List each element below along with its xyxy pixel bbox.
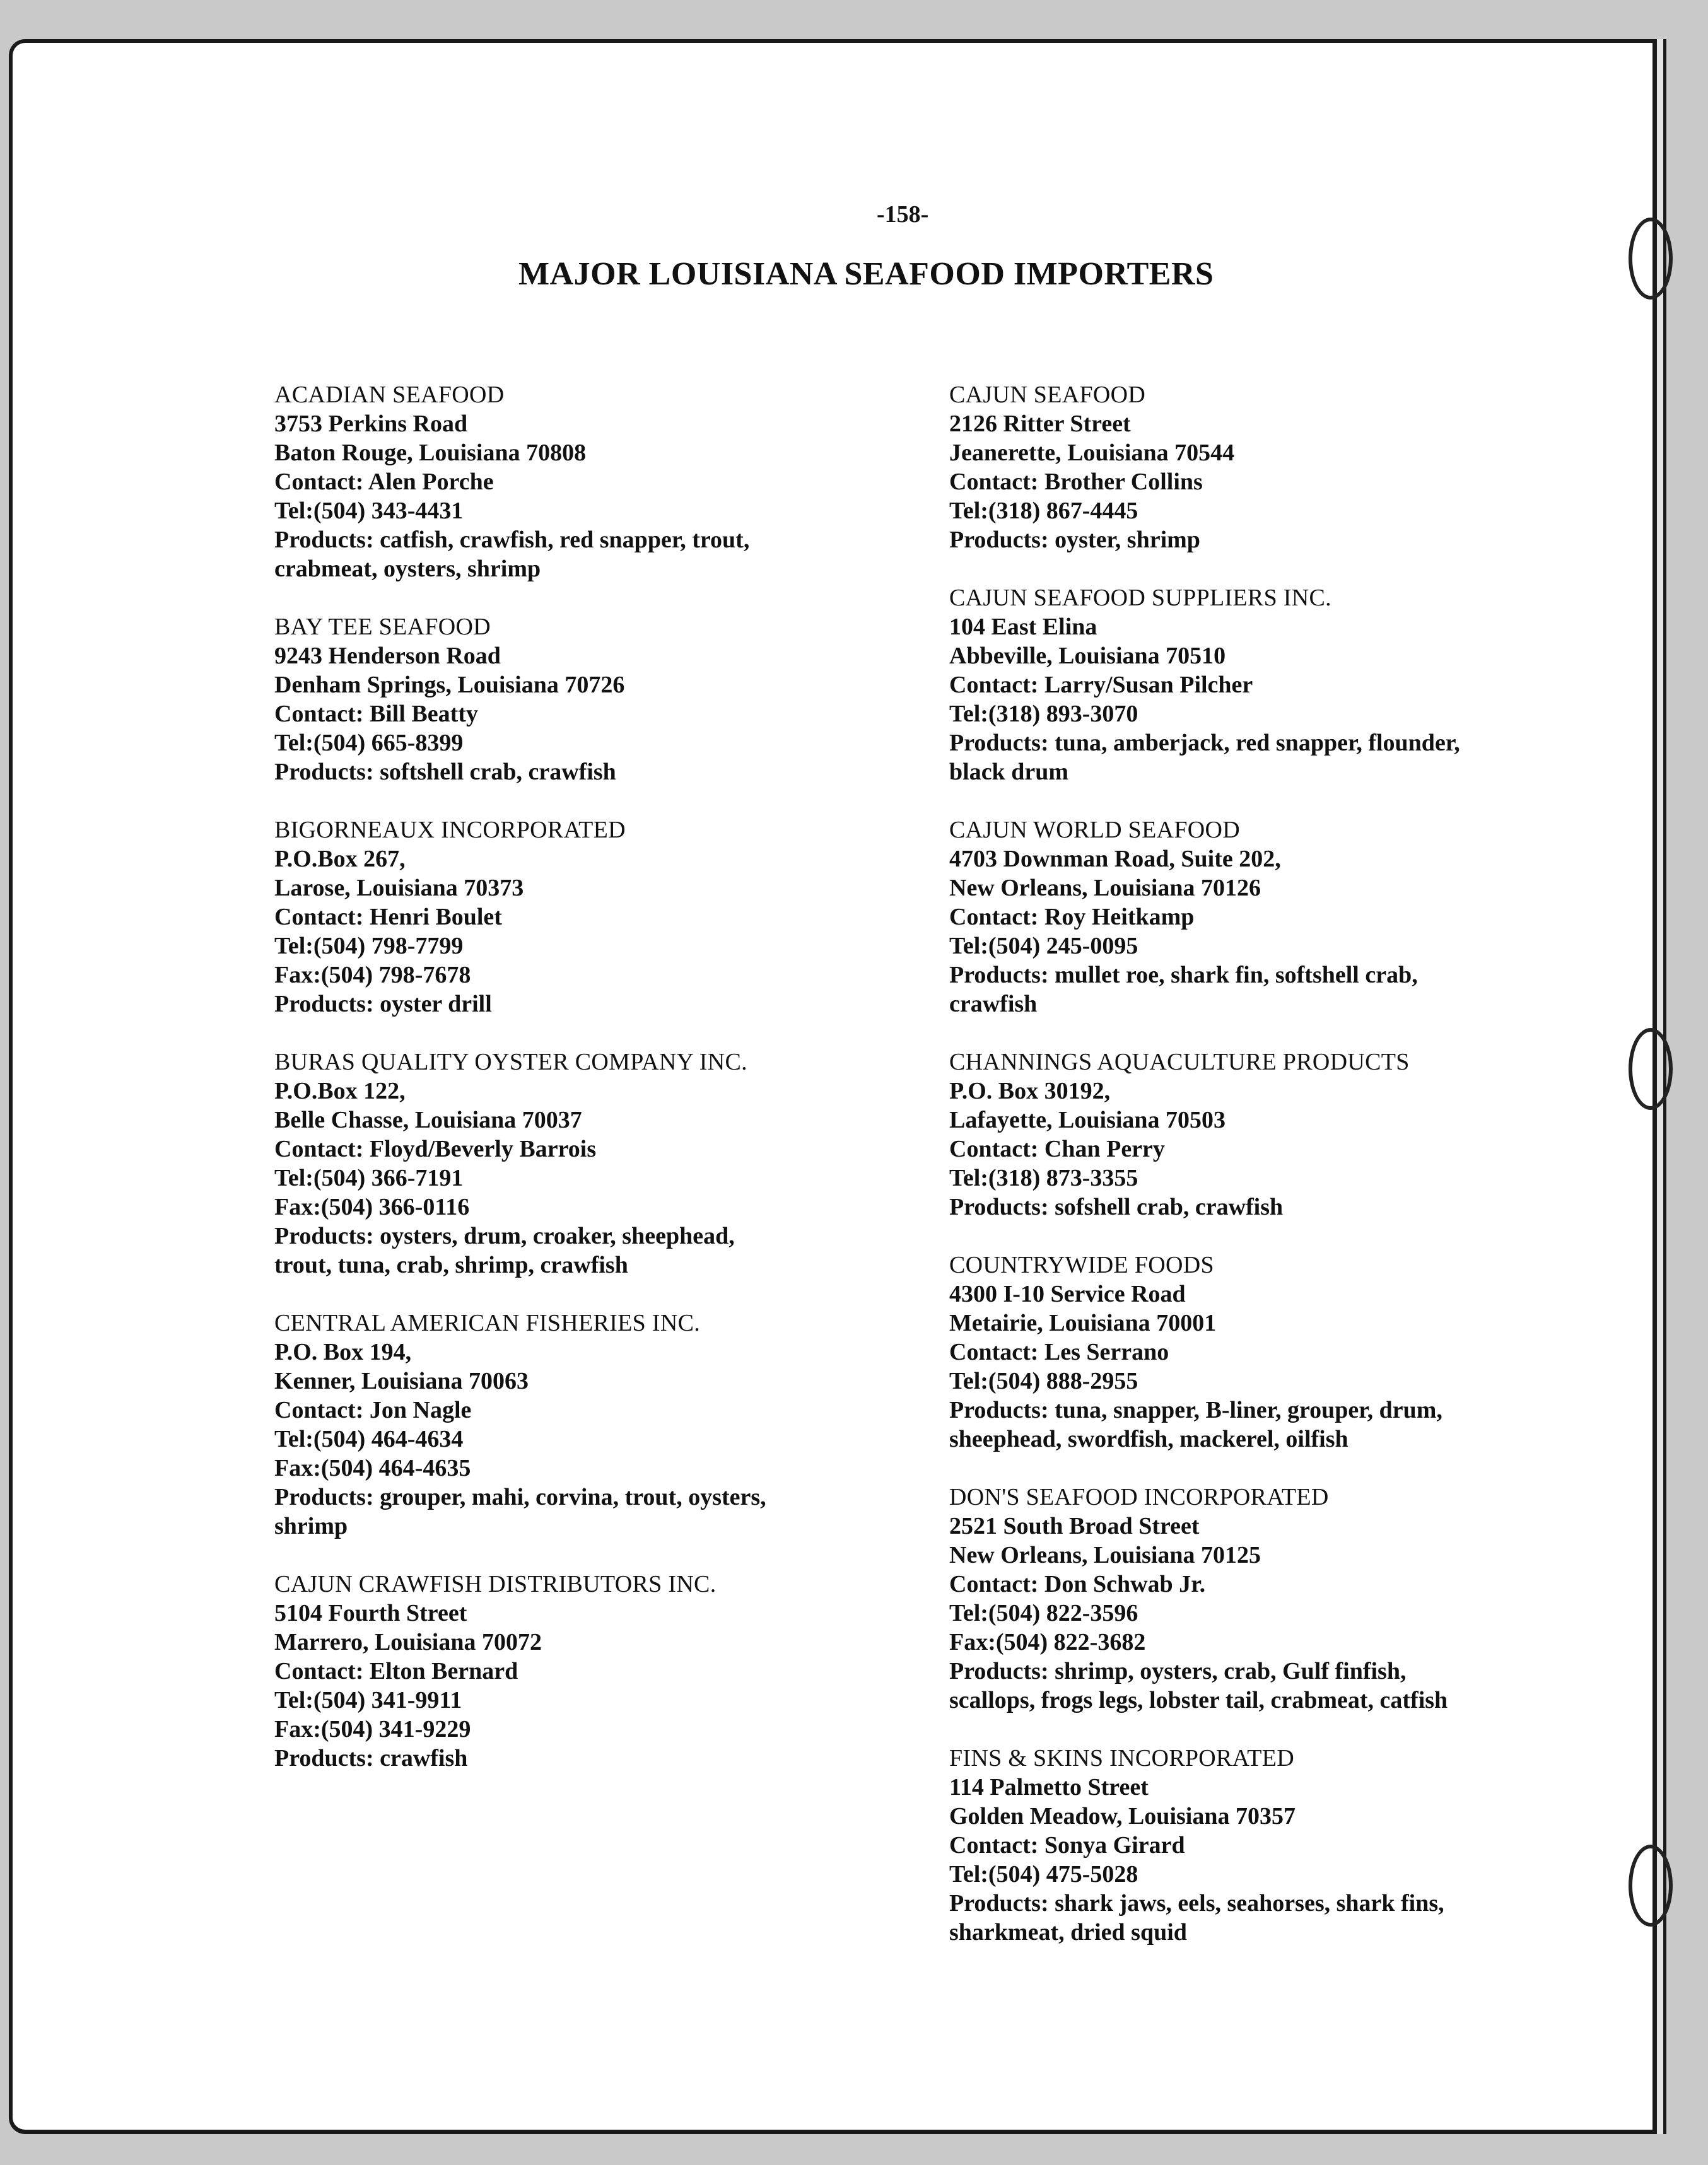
left-column bbox=[274, 380, 905, 1802]
entry-line: Abbeville, Louisiana 70510 bbox=[949, 643, 1226, 669]
importer-entry bbox=[274, 612, 905, 786]
entry-line: 4703 Downman Road, Suite 202, bbox=[949, 846, 1281, 872]
company-name: CENTRAL AMERICAN FISHERIES INC. bbox=[274, 1310, 701, 1336]
entry-line: Contact: Henri Boulet bbox=[274, 904, 502, 930]
importer-entry bbox=[949, 815, 1580, 1018]
importer-entry bbox=[274, 1047, 905, 1280]
entry-line: Products: tuna, amberjack, red snapper, flounder, bbox=[949, 730, 1460, 756]
entry-line: 5104 Fourth Street bbox=[274, 1600, 467, 1626]
company-name: CHANNINGS AQUACULTURE PRODUCTS bbox=[949, 1049, 1410, 1075]
importer-entry bbox=[274, 380, 905, 583]
entry-line: Tel:(504) 343-4431 bbox=[274, 498, 464, 524]
importer-entry bbox=[949, 380, 1580, 554]
entry-line: Contact: Larry/Susan Pilcher bbox=[949, 672, 1253, 698]
entry-line: 114 Palmetto Street bbox=[949, 1774, 1149, 1800]
entry-line: Fax:(504) 822-3682 bbox=[949, 1629, 1146, 1655]
entry-line: scallops, frogs legs, lobster tail, crabmeat, catfish bbox=[949, 1687, 1448, 1713]
company-name: COUNTRYWIDE FOODS bbox=[949, 1252, 1214, 1278]
entry-line: 2521 South Broad Street bbox=[949, 1513, 1200, 1539]
entry-line: Tel:(504) 665-8399 bbox=[274, 730, 464, 756]
entry-line: Contact: Elton Bernard bbox=[274, 1658, 518, 1684]
entry-line: Contact: Bill Beatty bbox=[274, 701, 478, 727]
entry-line: Products: shark jaws, eels, seahorses, shark fins, bbox=[949, 1890, 1444, 1917]
importer-entry bbox=[274, 1309, 905, 1541]
entry-line: Fax:(504) 464-4635 bbox=[274, 1455, 471, 1481]
entry-line: Tel:(504) 798-7799 bbox=[274, 933, 464, 959]
entry-line: Fax:(504) 341-9229 bbox=[274, 1716, 471, 1742]
entry-line: Products: softshell crab, crawfish bbox=[274, 759, 616, 785]
entry-line: Tel:(318) 867-4445 bbox=[949, 498, 1138, 524]
company-name: BURAS QUALITY OYSTER COMPANY INC. bbox=[274, 1049, 747, 1075]
entry-line: trout, tuna, crab, shrimp, crawfish bbox=[274, 1252, 628, 1278]
entry-line: P.O. Box 30192, bbox=[949, 1078, 1111, 1104]
entry-line: Fax:(504) 366-0116 bbox=[274, 1194, 470, 1220]
entry-line: Tel:(504) 475-5028 bbox=[949, 1861, 1138, 1888]
company-name: BIGORNEAUX INCORPORATED bbox=[274, 817, 626, 843]
company-name: CAJUN CRAWFISH DISTRIBUTORS INC. bbox=[274, 1571, 717, 1597]
page-number: -158- bbox=[877, 201, 929, 228]
entry-line: Contact: Alen Porche bbox=[274, 469, 494, 495]
entry-line: New Orleans, Louisiana 70125 bbox=[949, 1542, 1261, 1568]
company-name: DON'S SEAFOOD INCORPORATED bbox=[949, 1484, 1329, 1510]
binder-ring-icon bbox=[1629, 1028, 1673, 1110]
entry-line: Contact: Brother Collins bbox=[949, 469, 1203, 495]
entry-line: 4300 I-10 Service Road bbox=[949, 1281, 1186, 1307]
importer-entry bbox=[274, 1570, 905, 1773]
company-name: BAY TEE SEAFOOD bbox=[274, 614, 491, 640]
entry-line: New Orleans, Louisiana 70126 bbox=[949, 875, 1261, 901]
entry-line: P.O.Box 267, bbox=[274, 846, 406, 872]
entry-line: Kenner, Louisiana 70063 bbox=[274, 1368, 529, 1394]
entry-line: sheephead, swordfish, mackerel, oilfish bbox=[949, 1426, 1348, 1452]
entry-line: Products: oyster drill bbox=[274, 991, 492, 1017]
entry-line: Contact: Jon Nagle bbox=[274, 1397, 472, 1423]
entry-line: Products: tuna, snapper, B-liner, grouper, drum, bbox=[949, 1397, 1442, 1423]
entry-line: Products: grouper, mahi, corvina, trout, oysters, bbox=[274, 1484, 766, 1510]
entry-line: Belle Chasse, Louisiana 70037 bbox=[274, 1107, 582, 1133]
importer-entry bbox=[949, 1483, 1580, 1715]
entry-line: Tel:(504) 888-2955 bbox=[949, 1368, 1138, 1394]
entry-line: black drum bbox=[949, 759, 1068, 785]
entry-line: Tel:(504) 822-3596 bbox=[949, 1600, 1138, 1626]
entry-line: Products: crawfish bbox=[274, 1745, 468, 1771]
importer-entry bbox=[949, 1047, 1580, 1222]
company-name: ACADIAN SEAFOOD bbox=[274, 382, 505, 408]
entry-line: Golden Meadow, Louisiana 70357 bbox=[949, 1803, 1296, 1829]
entry-line: Tel:(504) 245-0095 bbox=[949, 933, 1138, 959]
entry-line: 104 East Elina bbox=[949, 614, 1097, 640]
company-name: FINS & SKINS INCORPORATED bbox=[949, 1745, 1294, 1771]
entry-line: Products: sofshell crab, crawfish bbox=[949, 1194, 1284, 1220]
entry-line: 2126 Ritter Street bbox=[949, 411, 1131, 437]
entry-line: Tel:(504) 366-7191 bbox=[274, 1165, 464, 1191]
page-title: MAJOR LOUISIANA SEAFOOD IMPORTERS bbox=[518, 256, 1214, 292]
entry-line: crabmeat, oysters, shrimp bbox=[274, 556, 541, 582]
entry-line: Denham Springs, Louisiana 70726 bbox=[274, 672, 625, 698]
company-name: CAJUN SEAFOOD bbox=[949, 382, 1146, 408]
entry-line: shrimp bbox=[274, 1513, 348, 1539]
entry-line: Tel:(504) 341-9911 bbox=[274, 1687, 462, 1713]
entry-line: Products: mullet roe, shark fin, softshell crab, bbox=[949, 962, 1418, 988]
entry-line: 3753 Perkins Road bbox=[274, 411, 468, 437]
entry-line: crawfish bbox=[949, 991, 1038, 1017]
importer-entry bbox=[274, 815, 905, 1018]
binder-ring-icon bbox=[1629, 1845, 1673, 1927]
importer-entry bbox=[949, 1744, 1580, 1947]
entry-line: Jeanerette, Louisiana 70544 bbox=[949, 440, 1235, 466]
entry-line: Metairie, Louisiana 70001 bbox=[949, 1310, 1217, 1336]
entry-line: Larose, Louisiana 70373 bbox=[274, 875, 524, 901]
entry-line: Contact: Roy Heitkamp bbox=[949, 904, 1195, 930]
entry-line: Contact: Les Serrano bbox=[949, 1339, 1169, 1365]
entry-line: Contact: Floyd/Beverly Barrois bbox=[274, 1136, 597, 1162]
company-name: CAJUN WORLD SEAFOOD bbox=[949, 817, 1241, 843]
entry-line: Products: oyster, shrimp bbox=[949, 527, 1200, 553]
entry-line: Tel:(318) 873-3355 bbox=[949, 1165, 1138, 1191]
right-column bbox=[949, 380, 1580, 1976]
entry-line: Fax:(504) 798-7678 bbox=[274, 962, 471, 988]
entry-line: Marrero, Louisiana 70072 bbox=[274, 1629, 542, 1655]
entry-line: sharkmeat, dried squid bbox=[949, 1919, 1187, 1946]
binder-ring-icon bbox=[1629, 218, 1673, 300]
importer-entry bbox=[949, 1251, 1580, 1454]
entry-line: Tel:(504) 464-4634 bbox=[274, 1426, 464, 1452]
entry-line: 9243 Henderson Road bbox=[274, 643, 501, 669]
entry-line: Baton Rouge, Louisiana 70808 bbox=[274, 440, 587, 466]
entry-line: Contact: Sonya Girard bbox=[949, 1832, 1185, 1859]
entry-line: Products: shrimp, oysters, crab, Gulf finfish, bbox=[949, 1658, 1407, 1684]
entry-line: Tel:(318) 893-3070 bbox=[949, 701, 1138, 727]
company-name: CAJUN SEAFOOD SUPPLIERS INC. bbox=[949, 585, 1331, 611]
importer-entry bbox=[949, 583, 1580, 786]
entry-line: P.O.Box 122, bbox=[274, 1078, 406, 1104]
entry-line: Contact: Chan Perry bbox=[949, 1136, 1165, 1162]
entry-line: Lafayette, Louisiana 70503 bbox=[949, 1107, 1226, 1133]
entry-line: P.O. Box 194, bbox=[274, 1339, 412, 1365]
entry-line: Products: oysters, drum, croaker, sheephead, bbox=[274, 1223, 735, 1249]
entry-line: Products: catfish, crawfish, red snapper, trout, bbox=[274, 527, 750, 553]
entry-line: Contact: Don Schwab Jr. bbox=[949, 1571, 1206, 1597]
